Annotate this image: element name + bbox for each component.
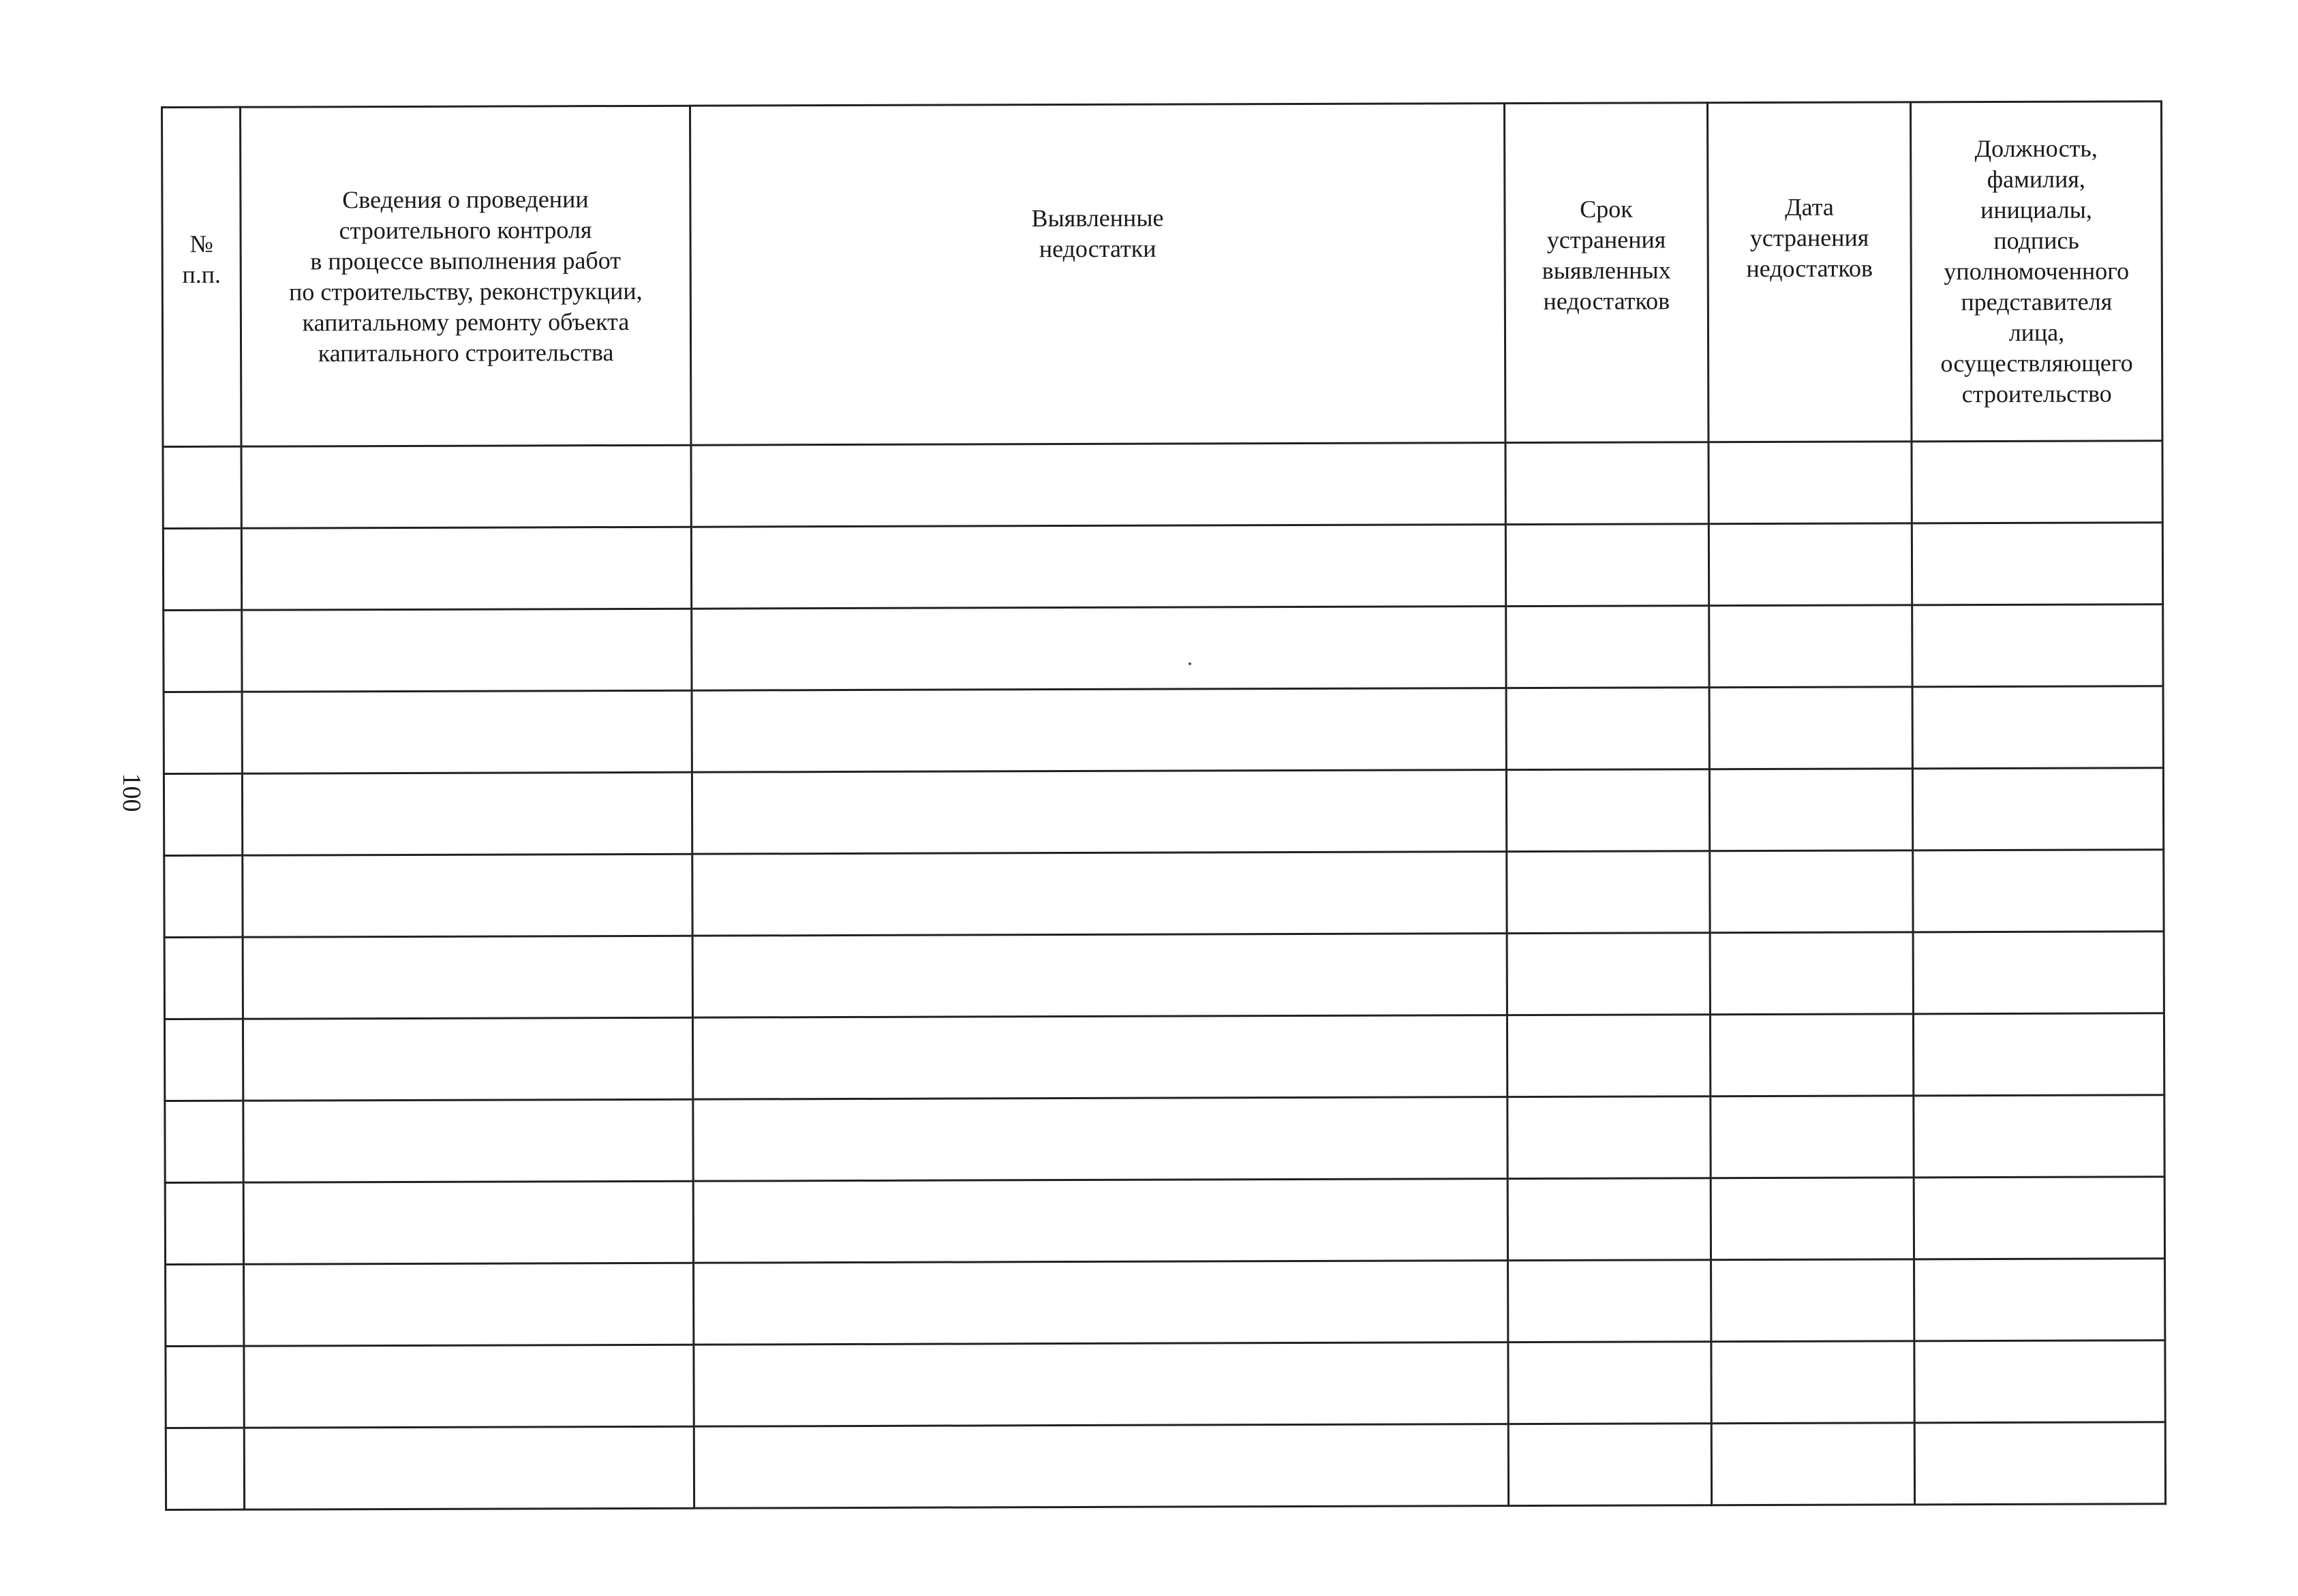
table-cell[interactable] (691, 525, 1505, 609)
table-cell[interactable] (166, 1346, 244, 1428)
table-cell[interactable] (691, 443, 1505, 527)
table-cell[interactable] (244, 1426, 694, 1509)
table-cell[interactable] (165, 1182, 243, 1264)
table-cell[interactable] (1914, 1095, 2164, 1178)
table-cell[interactable] (243, 1017, 692, 1101)
table-cell[interactable] (164, 855, 243, 937)
table-cell[interactable] (166, 1264, 244, 1346)
table-row (166, 1259, 2165, 1347)
table-cell[interactable] (243, 936, 692, 1019)
table-cell[interactable] (1505, 442, 1709, 525)
table-row (165, 1095, 2164, 1183)
table-cell[interactable] (692, 1015, 1507, 1100)
table-cell[interactable] (692, 688, 1506, 773)
table-cell[interactable] (163, 528, 241, 610)
page-number: 100 (117, 773, 146, 812)
table-row (164, 932, 2164, 1019)
table-row (165, 1177, 2164, 1265)
table-cell[interactable] (1912, 523, 2162, 605)
table-cell[interactable] (243, 854, 692, 937)
table-row (163, 441, 2162, 529)
table-row (164, 768, 2163, 856)
table-cell[interactable] (1912, 441, 2162, 523)
table-cell[interactable] (1711, 1259, 1914, 1342)
table-cell[interactable] (1709, 687, 1912, 769)
table-cell[interactable] (1912, 686, 2163, 769)
table-cell[interactable] (1506, 606, 1709, 688)
table-row (164, 686, 2163, 774)
header-fix-date (1707, 102, 1911, 442)
table-cell[interactable] (1710, 850, 1913, 933)
header-deadline (1504, 103, 1708, 443)
table-cell[interactable] (1508, 1424, 1711, 1506)
table-cell[interactable] (243, 1181, 693, 1264)
table-cell[interactable] (1507, 1178, 1711, 1261)
table-cell[interactable] (1710, 1014, 1913, 1096)
inspection-table (161, 100, 2166, 1511)
table-cell[interactable] (1709, 769, 1912, 851)
table-cell[interactable] (1507, 1015, 1710, 1097)
table-cell[interactable] (1912, 604, 2163, 687)
table-body (163, 441, 2166, 1510)
inspection-table-wrapper (161, 100, 2164, 1484)
table-cell[interactable] (243, 1099, 693, 1182)
table-row (164, 850, 2164, 938)
table-cell[interactable] (1506, 769, 1709, 852)
table-cell[interactable] (693, 1097, 1507, 1182)
header-control-info-label: Сведения о проведении строительного контроля в процессе выполнения работ по строительству, реконструкции, капитальному ремонту объекта капитального строительства (288, 185, 643, 367)
scan-speck (1189, 662, 1191, 665)
table-cell[interactable] (1508, 1342, 1711, 1424)
table-cell[interactable] (1711, 1178, 1914, 1260)
table-cell[interactable] (692, 607, 1506, 691)
table-cell[interactable] (692, 770, 1506, 855)
table-cell[interactable] (1710, 932, 1913, 1015)
table-cell[interactable] (694, 1261, 1508, 1345)
table-cell[interactable] (241, 445, 691, 528)
table-cell[interactable] (1507, 1096, 1711, 1179)
table-cell[interactable] (692, 852, 1507, 936)
table-header-row (162, 102, 2162, 447)
table-cell[interactable] (1913, 850, 2164, 932)
table-cell[interactable] (693, 1179, 1507, 1263)
table-cell[interactable] (242, 609, 692, 692)
header-defects-label: Выявленные недостатки (1031, 204, 1164, 262)
table-cell[interactable] (163, 446, 241, 528)
table-cell[interactable] (164, 610, 242, 692)
table-cell[interactable] (1912, 768, 2163, 850)
table-cell[interactable] (692, 934, 1507, 1018)
header-fix-date-label: Дата устранения недостатков (1746, 193, 1873, 283)
header-number (162, 107, 241, 446)
table-cell[interactable] (244, 1345, 694, 1428)
header-representative (1910, 102, 2162, 442)
table-row (164, 1013, 2164, 1101)
table-cell[interactable] (694, 1342, 1508, 1427)
table-cell[interactable] (1506, 688, 1709, 770)
header-deadline-label: Срок устранения выявленных недостатков (1542, 195, 1671, 315)
table-row (164, 604, 2163, 692)
table-cell[interactable] (1709, 523, 1912, 606)
table-cell[interactable] (165, 1101, 243, 1182)
table-cell[interactable] (164, 937, 243, 1019)
table-cell[interactable] (1914, 1340, 2165, 1423)
table-cell[interactable] (1505, 524, 1709, 607)
table-cell[interactable] (164, 692, 242, 773)
table-cell[interactable] (1711, 1341, 1914, 1424)
table-cell[interactable] (242, 690, 692, 773)
table-cell[interactable] (1711, 1423, 1914, 1505)
header-defects (690, 104, 1505, 446)
table-cell[interactable] (1709, 605, 1912, 688)
table-cell[interactable] (244, 1263, 694, 1346)
header-representative-label: Должность, фамилия, инициалы, подпись уполномоченного представителя лица, осуществляющего строительство (1940, 134, 2133, 408)
table-row (166, 1340, 2165, 1428)
table-row (166, 1422, 2165, 1510)
table-cell[interactable] (166, 1428, 244, 1509)
table-cell[interactable] (164, 1019, 243, 1101)
table-cell[interactable] (694, 1424, 1508, 1509)
table-row (163, 523, 2162, 611)
table-cell[interactable] (164, 773, 242, 855)
table-cell[interactable] (1914, 1259, 2165, 1341)
header-number-label: № п.п. (182, 230, 221, 288)
table-cell[interactable] (1507, 851, 1710, 934)
table-cell[interactable] (1508, 1260, 1711, 1342)
table-cell[interactable] (241, 527, 691, 610)
header-control-info (241, 106, 691, 446)
table-cell[interactable] (1913, 932, 2164, 1014)
table-cell[interactable] (1709, 442, 1912, 524)
table-cell[interactable] (1507, 933, 1710, 1015)
table-cell[interactable] (242, 772, 692, 855)
table-cell[interactable] (1914, 1177, 2164, 1259)
table-cell[interactable] (1913, 1013, 2164, 1096)
table-cell[interactable] (1711, 1096, 1914, 1178)
table-cell[interactable] (1914, 1422, 2165, 1505)
